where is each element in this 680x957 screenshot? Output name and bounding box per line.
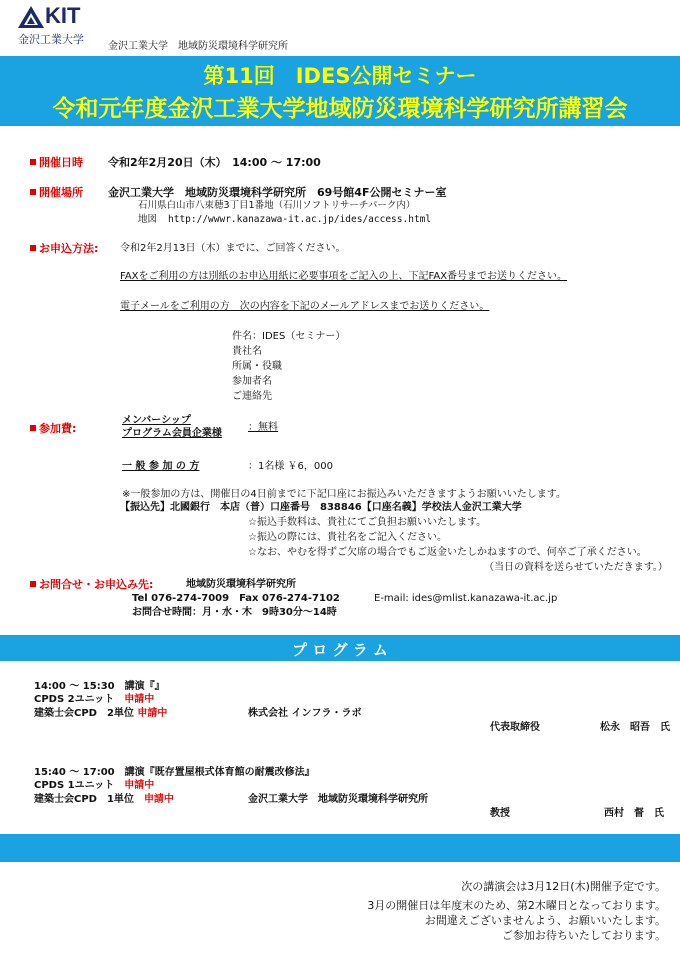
contact-tel: Tel 076-274-7009 Fax 076-274-7102 — [132, 593, 340, 604]
application-item: 貴社名 — [232, 346, 262, 357]
application-item: 参加者名 — [232, 376, 272, 387]
footer-line1: 3月の開催日は年度末のため、第2木曜日となっております。 — [367, 899, 666, 912]
contact-hours: お問合せ時間：月・水・木 9時30分〜14時 — [132, 607, 337, 618]
fax-note: FAXをご利用の方は別紙のお申込用紙に必要事項をご記入の上、下記FAX番号までお送りください。 — [120, 271, 568, 282]
session-cpds: CPDS 2ユニット 申請中 — [34, 694, 155, 705]
bottom-band — [0, 834, 680, 862]
session-cpd: 建築士会CPD 2単位 申請中 — [34, 708, 168, 719]
fee-note: （当日の資料を送らせていただきます。） — [484, 562, 668, 573]
venue-label: 開催場所 — [30, 186, 83, 200]
program-heading: プ ロ グ ラ ム — [292, 641, 388, 659]
fee-note: 【振込先】北國銀行 本店（普）口座番号 838846【口座名義】学校法人金沢工業大学 — [120, 502, 522, 513]
logo — [18, 4, 108, 52]
session-cpd: 建築士会CPD 1単位 申請中 — [34, 794, 174, 805]
application-item: 所属・役職 — [232, 361, 282, 372]
session-speaker: 西村 督 氏 — [604, 808, 664, 819]
application-item: 件名：IDES（セミナー） — [232, 331, 346, 342]
session-speaker: 松永 昭吾 氏 — [600, 722, 670, 733]
application-label: お申込方法: — [30, 242, 98, 256]
contact-org: 地域防災環境科学研究所 — [186, 579, 296, 590]
session-cpds: CPDS 1ユニット 申請中 — [34, 780, 155, 791]
title-line-1: 第11回 IDES公開セミナー — [203, 64, 477, 88]
session-role: 代表取締役 — [490, 722, 540, 733]
fee-note: ☆振込の際には、貴社名をご記入ください。 — [248, 532, 447, 543]
session-time: 15:40 〜 17:00 講演『既存置屋根式体育館の耐震改修法』 — [34, 767, 315, 778]
application-item: ご連絡先 — [232, 391, 272, 402]
application-deadline: 令和2年2月13日（木）までに、ご回答ください。 — [120, 243, 346, 254]
title-line-2: 令和元年度金沢工業大学地域防災環境科学研究所講習会 — [52, 96, 628, 122]
fee-note: ※一般参加の方は、開催日の4日前までに下記口座にお振込みいただきますようお願いいたします。 — [122, 489, 566, 500]
fee-note: ☆振込手数料は、貴社にてご負担お願いいたします。 — [248, 517, 487, 528]
footer-line2: お間違えございませんよう、お願いいたします。 — [424, 914, 666, 927]
fee-member-value: ：無料 — [248, 422, 278, 433]
session-role: 教授 — [490, 808, 510, 819]
venue-value: 金沢工業大学 地域防災環境科学研究所 69号館4F公開セミナー室 — [108, 186, 447, 199]
fee-general-label: 一 般 参 加 の 方 — [122, 461, 200, 472]
fee-label: 参加費: — [30, 422, 76, 436]
fee-member-line1: メンバーシップ — [122, 415, 191, 426]
session-org: 株式会社 インフラ・ラボ — [248, 708, 362, 719]
fee-general-value: ：1名様 ￥6，000 — [248, 461, 333, 472]
map-label: 地図 — [138, 214, 158, 225]
footer-line3: ご参加お待ちいたしております。 — [501, 929, 666, 942]
footer-next: 次の講演会は3月12日(木)開催予定です。 — [461, 880, 666, 893]
date-label: 開催日時 — [30, 156, 83, 170]
venue-address: 石川県白山市八束穂3丁目1番地（石川ソフトリサーチパーク内） — [138, 200, 416, 211]
date-value: 令和2年2月20日（木） 14:00 〜 17:00 — [108, 156, 321, 169]
logo-mark-icon — [18, 6, 44, 28]
header-institute: 金沢工業大学 地域防災環境科学研究所 — [108, 41, 288, 52]
contact-label: お問合せ・お申込み先: — [30, 578, 153, 592]
session-org: 金沢工業大学 地域防災環境科学研究所 — [248, 794, 428, 805]
logo-brand: KIT — [45, 3, 81, 28]
fee-member-line2: プログラム会員企業様 — [122, 428, 222, 439]
contact-email[interactable]: E-mail: ides@mlist.kanazawa-it.ac.jp — [374, 593, 558, 604]
map-url-link[interactable]: http://wwwr.kanazawa-it.ac.jp/ides/access.html — [168, 214, 432, 225]
email-note: 電子メールをご利用の方 次の内容を下記のメールアドレスまでお送りください。 — [120, 301, 490, 312]
fee-note: ☆なお、やむを得ずご欠席の場合でもご返金いたしかねますので、何卒ご了承ください。 — [248, 547, 647, 558]
session-time: 14:00 〜 15:30 講演『』 — [34, 681, 165, 692]
logo-university: 金沢工業大学 — [18, 33, 84, 46]
